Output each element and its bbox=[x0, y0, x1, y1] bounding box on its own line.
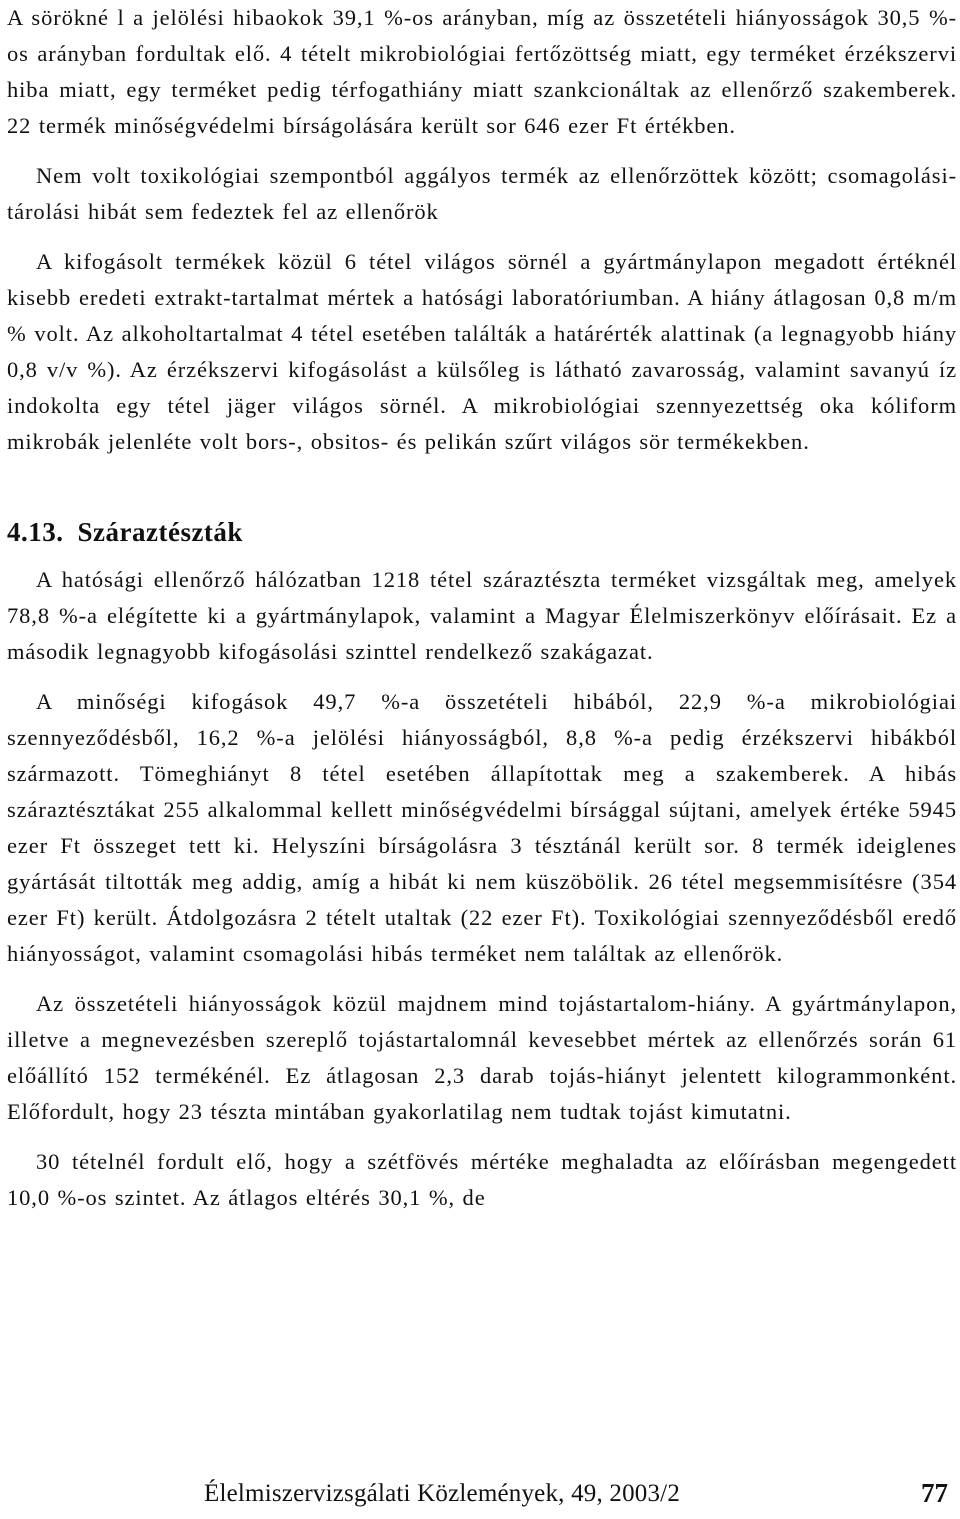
journal-citation: Élelmiszervizsgálati Közlemények, 49, 2003/2 bbox=[204, 1480, 681, 1507]
paragraph-quality-objections: A minőségi kifogások 49,7 %-a összetételi hibából, 22,9 %-a mikrobiológiai szennyeződésből, 16,2 %-a jelölési hiányosságból, 8,8 %-a pedig érzékszervi hibákból származott. Tömeghiányt 8 tétel esetében állapítottak meg a szakemberek. A hibás száraztésztákat 255 alkalommal kellett minőségvédelmi bírsággal sújtani, amelyek értéke 5945 ezer Ft összeget tett ki. Helyszíni bírságolásra 3 tésztánál került sor. 8 termék ideiglenes gyártását tiltották meg addig, amíg a hibát ki nem küszöbölik. 26 tétel megsemmisítésre (354 ezer Ft) került. Átdolgozásra 2 tételt utaltak (22 ezer Ft). Toxikológiai szennyeződésből eredő hiányosságot, valamint csomagolási hibás terméket nem találtak az ellenőrök. bbox=[7, 689, 957, 966]
page-footer bbox=[0, 1478, 960, 1518]
paragraph-egg-content: Az összetételi hiányosságok közül majdnem mind tojástartalom-hiány. A gyártmánylapon, illetve a megnevezésben szereplő tojástartalomnál kevesebbet mértek az ellenőrzés során 61 előállító 152 termékénél. Ez átlagosan 2,3 darab tojás-hiányt jelentett kilogrammonként. Előfordult, hogy 23 tészta mintában gyakorlatilag nem tudtak tojást kimutatni. bbox=[7, 991, 957, 1124]
document-page bbox=[7, 0, 957, 1216]
section-heading bbox=[7, 512, 957, 552]
section-number: 4.13. bbox=[7, 517, 64, 547]
paragraph-cooking-loss: 30 tételnél fordult elő, hogy a szétfövés mértéke meghaladta az előírásban megengedett 10,0 %-os szintet. Az átlagos eltérés 30,1 %, de bbox=[7, 1149, 957, 1210]
section-title: Száraztészták bbox=[77, 517, 243, 547]
paragraph-toxicology: Nem volt toxikológiai szempontból aggályos termék az ellenőrzöttek között; csomagolási-tárolási hibát sem fedeztek fel az ellenőrök bbox=[7, 163, 957, 224]
paragraph-beer-errors: A sörökné l a jelölési hibaokok 39,1 %-os arányban, míg az összetételi hiányosságok 30,5 %-os arányban fordultak elő. 4 tételt mikrobiológiai fertőzöttség miatt, egy terméket érzékszervi hiba miatt, egy terméket pedig térfogathiány miatt szankcionáltak az ellenőrző szakemberek. 22 termék minőségvédelmi bírságolására került sor 646 ezer Ft értékben. bbox=[7, 5, 957, 138]
paragraph-pasta-overview: A hatósági ellenőrző hálózatban 1218 tétel száraztészta terméket vizsgáltak meg, amelyek 78,8 %-a elégítette ki a gyártmánylapok, valamint a Magyar Élelmiszerkönyv előírásait. Ez a második legnagyobb kifogásolási szinttel rendelkező szakágazat. bbox=[7, 567, 957, 664]
page-number: 77 bbox=[921, 1478, 948, 1508]
paragraph-objections: A kifogásolt termékek közül 6 tétel világos sörnél a gyártmánylapon megadott értéknél kisebb eredeti extrakt-tartalmat mértek a hatósági laboratóriumban. A hiány átlagosan 0,8 m/m % volt. Az alkoholtartalmat 4 tétel esetében találták a határérték alattinak (a legnagyobb hiány 0,8 v/v %). Az érzékszervi kifogásolást a külsőleg is látható zavarosság, valamint savanyú íz indokolta egy tétel jäger világos sörnél. A mikrobiológiai szennyezettség oka kóliform mikrobák jelenléte volt bors-, obsitos- és pelikán szűrt világos sör termékekben. bbox=[7, 249, 957, 454]
